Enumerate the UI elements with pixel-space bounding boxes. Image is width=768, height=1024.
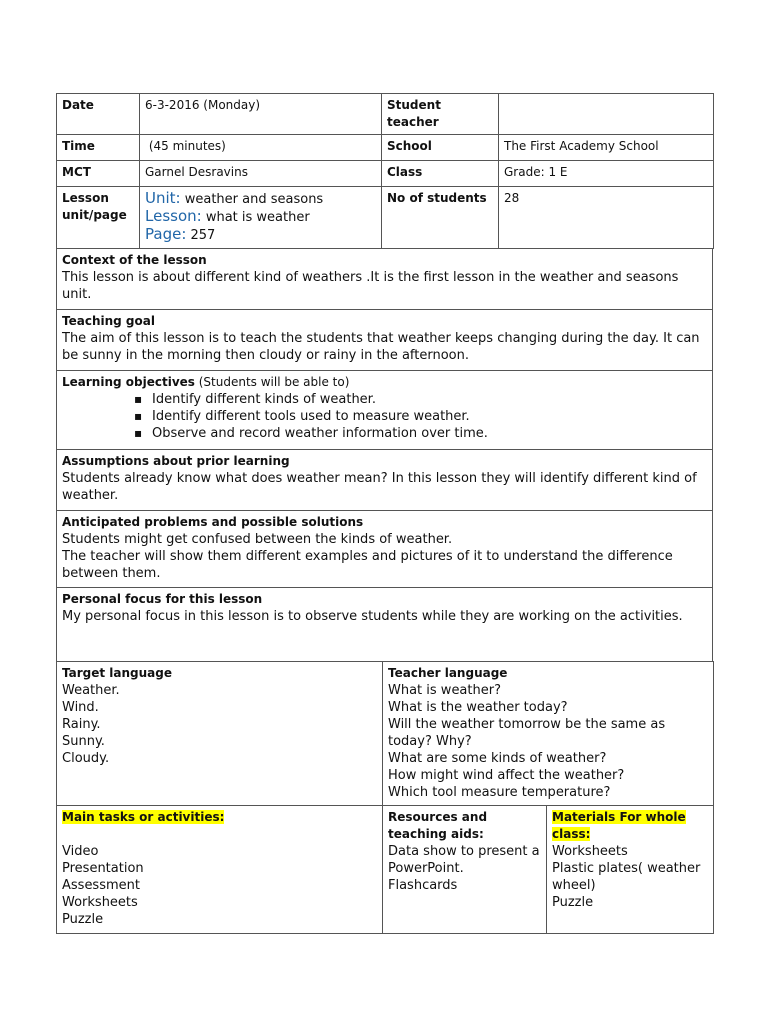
- materials-title: Materials For whole class:: [552, 810, 686, 841]
- list-item: Weather.: [62, 683, 120, 698]
- target-language-title: Target language: [62, 666, 173, 680]
- teaching-goal-title: Teaching goal: [62, 314, 155, 328]
- school-value: The First Academy School: [499, 135, 714, 161]
- no-students-label: No of students: [382, 187, 499, 249]
- unit-label: Unit:: [145, 189, 181, 207]
- list-item: Plastic plates( weather wheel): [552, 861, 701, 893]
- list-item: Which tool measure temperature?: [388, 785, 611, 800]
- student-teacher-value: [499, 94, 714, 135]
- list-item: Cloudy.: [62, 751, 110, 766]
- list-item: What is weather?: [388, 683, 501, 698]
- problems-line-1: Students might get confused between the kinds of weather.: [62, 532, 453, 547]
- list-item: What are some kinds of weather?: [388, 751, 607, 766]
- teacher-language-title: Teacher language: [388, 666, 508, 680]
- no-students-value: 28: [499, 187, 714, 249]
- list-item: Data show to present a PowerPoint.: [388, 844, 540, 876]
- list-item: Sunny.: [62, 734, 105, 749]
- time-value: (45 minutes): [140, 135, 382, 161]
- language-table: [56, 661, 714, 806]
- list-item: Will the weather tomorrow be the same as today? Why?: [388, 717, 666, 749]
- list-item: Worksheets: [552, 844, 628, 859]
- activities-table: [56, 805, 714, 934]
- problems-line-2: The teacher will show them different examples and pictures of it to understand the difference between them.: [62, 549, 673, 581]
- list-item: Presentation: [62, 861, 144, 876]
- lesson-plan: [56, 93, 713, 934]
- header-table: [56, 93, 714, 249]
- objectives-section: [57, 371, 713, 450]
- list-item: Assessment: [62, 878, 140, 893]
- lesson-label: Lesson:: [145, 207, 202, 225]
- student-teacher-label: Student teacher: [382, 94, 499, 135]
- list-item: ▪ Identify different tools used to measure weather.: [132, 408, 707, 425]
- lesson-value: what is weather: [201, 210, 310, 225]
- resources-cell: [383, 806, 547, 934]
- assumptions-text: Students already know what does weather mean? In this lesson they will identify different kind of weather.: [62, 471, 697, 503]
- personal-focus-title: Personal focus for this lesson: [62, 592, 263, 606]
- context-text: This lesson is about different kind of weathers .It is the first lesson in the weather and seasons unit.: [62, 270, 679, 302]
- objectives-note: (Students will be able to): [194, 375, 350, 389]
- assumptions-section: [57, 450, 713, 511]
- problems-title: Anticipated problems and possible solutions: [62, 515, 364, 529]
- date-value: 6-3-2016 (Monday): [140, 94, 382, 135]
- problems-section: [57, 511, 713, 588]
- assumptions-title: Assumptions about prior learning: [62, 454, 290, 468]
- class-value: Grade: 1 E: [499, 161, 714, 187]
- date-label: Date: [57, 94, 140, 135]
- list-item: Worksheets: [62, 895, 138, 910]
- mct-value: Garnel Desravins: [140, 161, 382, 187]
- page-value: 257: [186, 228, 216, 243]
- list-item: What is the weather today?: [388, 700, 568, 715]
- list-item: Puzzle: [552, 895, 594, 910]
- personal-focus-text: My personal focus in this lesson is to observe students while they are working on the activities.: [62, 609, 683, 624]
- teaching-goal-section: [57, 310, 713, 371]
- list-item: Video: [62, 844, 99, 859]
- list-item: ▪ Observe and record weather information over time.: [132, 425, 707, 442]
- sections-table: [56, 248, 713, 662]
- tasks-cell: [57, 806, 383, 934]
- materials-cell: [547, 806, 714, 934]
- resources-title: Resources and teaching aids:: [388, 810, 488, 841]
- lesson-unit-label: Lesson unit/page: [57, 187, 140, 249]
- objectives-title: Learning objectives: [62, 375, 195, 389]
- teacher-language-cell: [383, 662, 714, 806]
- list-item: Flashcards: [388, 878, 458, 893]
- unit-value: weather and seasons: [180, 192, 324, 207]
- list-item: Puzzle: [62, 912, 104, 927]
- objectives-list: [62, 391, 707, 442]
- target-language-cell: [57, 662, 383, 806]
- list-item: Rainy.: [62, 717, 101, 732]
- time-label: Time: [57, 135, 140, 161]
- teaching-goal-text: The aim of this lesson is to teach the students that weather keeps changing during the day. It can be sunny in the morning then cloudy or rainy in the afternoon.: [62, 331, 700, 363]
- context-section: [57, 249, 713, 310]
- mct-label: MCT: [57, 161, 140, 187]
- lesson-unit-value: [140, 187, 382, 249]
- school-label: School: [382, 135, 499, 161]
- class-label: Class: [382, 161, 499, 187]
- list-item: How might wind affect the weather?: [388, 768, 625, 783]
- context-title: Context of the lesson: [62, 253, 207, 267]
- page-label: Page:: [145, 225, 187, 243]
- tasks-title: Main tasks or activities:: [62, 810, 225, 824]
- personal-focus-section: [57, 588, 713, 662]
- list-item: ▪ Identify different kinds of weather.: [132, 391, 707, 408]
- list-item: Wind.: [62, 700, 99, 715]
